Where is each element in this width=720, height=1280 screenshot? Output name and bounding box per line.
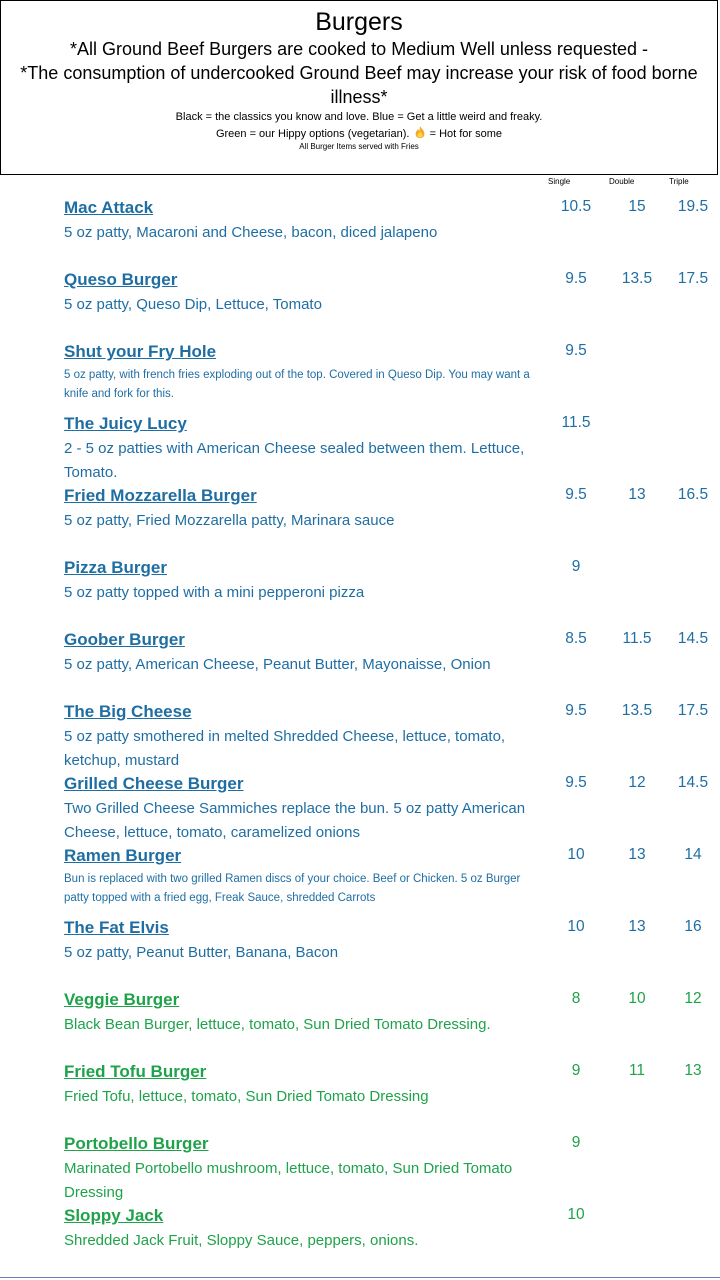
menu-item-fried-mozzarella-burger: [64, 485, 544, 533]
item-name: Goober Burger: [64, 630, 185, 649]
column-double-header: Double: [609, 177, 635, 186]
cooking-notice: *All Ground Beef Burgers are cooked to Medium Well unless requested -: [70, 39, 648, 59]
price-single: 9.5: [565, 486, 587, 503]
price-triple: 17.5: [677, 702, 709, 719]
menu-item-grilled-cheese-burger: [64, 773, 544, 845]
menu-item-queso-burger: [64, 269, 544, 317]
price-triple: 17.5: [677, 270, 709, 287]
menu-item-the-fat-elvis: [64, 917, 544, 965]
bottom-divider: [0, 1277, 720, 1278]
price-single: 11.5: [561, 414, 591, 431]
item-description: 5 oz patty, with french fries exploding out of the top. Covered in Queso Dip. You may want a knife and fork for this.: [64, 369, 530, 400]
price-single: 10: [567, 846, 585, 863]
price-double: 13: [628, 486, 646, 503]
item-name: Portobello Burger: [64, 1134, 209, 1153]
item-name: Ramen Burger: [64, 846, 182, 865]
item-description: Marinated Portobello mushroom, lettuce, tomato, Sun Dried Tomato Dressing: [64, 1160, 513, 1201]
color-legend-line2: [1, 125, 717, 142]
menu-item-ramen-burger: [64, 845, 544, 908]
price-single: 8: [571, 990, 581, 1007]
color-legend-line1: Black = the classics you know and love. Blue = Get a little weird and freaky.: [175, 111, 543, 123]
column-single-header: Single: [548, 177, 571, 186]
price-double: 13.5: [621, 270, 653, 287]
price-single: 9: [571, 558, 581, 575]
price-single: 10: [567, 918, 585, 935]
item-description: 5 oz patty, Macaroni and Cheese, bacon, diced jalapeno: [64, 224, 438, 241]
legend-hot-text: = Hot for some: [429, 128, 503, 140]
fire-icon: [413, 125, 427, 139]
item-name: Sloppy Jack: [64, 1206, 164, 1225]
item-description: Shredded Jack Fruit, Sloppy Sauce, peppers, onions.: [64, 1232, 419, 1249]
price-single: 10.5: [560, 198, 592, 215]
price-triple: 16.5: [677, 486, 709, 503]
price-double: 11: [628, 1062, 646, 1079]
item-name: Grilled Cheese Burger: [64, 774, 244, 793]
item-name: Fried Mozzarella Burger: [64, 486, 257, 505]
price-single: 9.5: [565, 774, 587, 791]
menu-item-pizza-burger: [64, 557, 544, 605]
price-double: 10: [628, 990, 646, 1007]
menu-item-mac-attack: [64, 197, 544, 245]
price-double: 13: [628, 918, 646, 935]
menu-item-sloppy-jack: [64, 1205, 544, 1253]
price-double: 13: [628, 846, 646, 863]
price-double: 15: [628, 198, 646, 215]
column-triple-header: Triple: [669, 177, 689, 186]
page-title: Burgers: [315, 8, 403, 36]
menu-header: [0, 0, 718, 175]
fries-note: All Burger Items served with Fries: [299, 142, 419, 151]
price-triple: 12: [684, 990, 702, 1007]
item-description: 5 oz patty, Fried Mozzarella patty, Marinara sauce: [64, 512, 395, 529]
menu-item-veggie-burger: [64, 989, 544, 1037]
item-name: The Fat Elvis: [64, 918, 169, 937]
price-triple: 19.5: [677, 198, 709, 215]
price-single: 9.5: [565, 702, 587, 719]
health-warning: *The consumption of undercooked Ground Beef may increase your risk of food borne illness*: [20, 63, 698, 107]
item-description: Two Grilled Cheese Sammiches replace the bun. 5 oz patty American Cheese, lettuce, tomato, caramelized onions: [64, 800, 526, 841]
item-description: 5 oz patty, American Cheese, Peanut Butter, Mayonaisse, Onion: [64, 656, 491, 673]
item-name: Fried Tofu Burger: [64, 1062, 207, 1081]
price-double: 11.5: [622, 630, 652, 647]
item-name: Queso Burger: [64, 270, 178, 289]
menu-item-fried-tofu-burger: [64, 1061, 544, 1109]
price-single: 8.5: [565, 630, 587, 647]
price-double: 13.5: [621, 702, 653, 719]
item-description: 5 oz patty, Queso Dip, Lettuce, Tomato: [64, 296, 322, 313]
item-name: The Juicy Lucy: [64, 414, 187, 433]
item-description: 2 - 5 oz patties with American Cheese sealed between them. Lettuce, Tomato.: [64, 440, 525, 481]
item-name: Shut your Fry Hole: [64, 342, 217, 361]
item-name: Veggie Burger: [64, 990, 180, 1009]
item-description: 5 oz patty smothered in melted Shredded Cheese, lettuce, tomato, ketchup, mustard: [64, 728, 506, 769]
price-single: 9: [571, 1134, 581, 1151]
menu-item-the-big-cheese: [64, 701, 544, 773]
menu-item-the-juicy-lucy: [64, 413, 544, 485]
item-description: Bun is replaced with two grilled Ramen discs of your choice. Beef or Chicken. 5 oz Burger patty topped with a fried egg, Freak Sauce, shredded Carrots: [64, 873, 521, 904]
price-triple: 16: [684, 918, 702, 935]
price-single: 10: [567, 1206, 585, 1223]
item-description: 5 oz patty, Peanut Butter, Banana, Bacon: [64, 944, 339, 961]
menu-item-portobello-burger: [64, 1133, 544, 1205]
legend-green-text: Green = our Hippy options (vegetarian).: [215, 128, 410, 140]
item-description: Black Bean Burger, lettuce, tomato, Sun Dried Tomato Dressing.: [64, 1016, 491, 1033]
menu-item-shut-your-fry-hole: [64, 341, 544, 404]
price-triple: 14.5: [677, 774, 709, 791]
item-description: Fried Tofu, lettuce, tomato, Sun Dried Tomato Dressing: [64, 1088, 429, 1105]
price-triple: 14: [684, 846, 702, 863]
price-single: 9: [571, 1062, 581, 1079]
price-single: 9.5: [565, 270, 587, 287]
price-triple: 13: [684, 1062, 702, 1079]
price-single: 9.5: [565, 342, 587, 359]
menu-item-goober-burger: [64, 629, 544, 677]
price-double: 12: [628, 774, 646, 791]
price-triple: 14.5: [677, 630, 709, 647]
item-name: Pizza Burger: [64, 558, 167, 577]
item-description: 5 oz patty topped with a mini pepperoni pizza: [64, 584, 365, 601]
item-name: Mac Attack: [64, 198, 154, 217]
item-name: The Big Cheese: [64, 702, 192, 721]
